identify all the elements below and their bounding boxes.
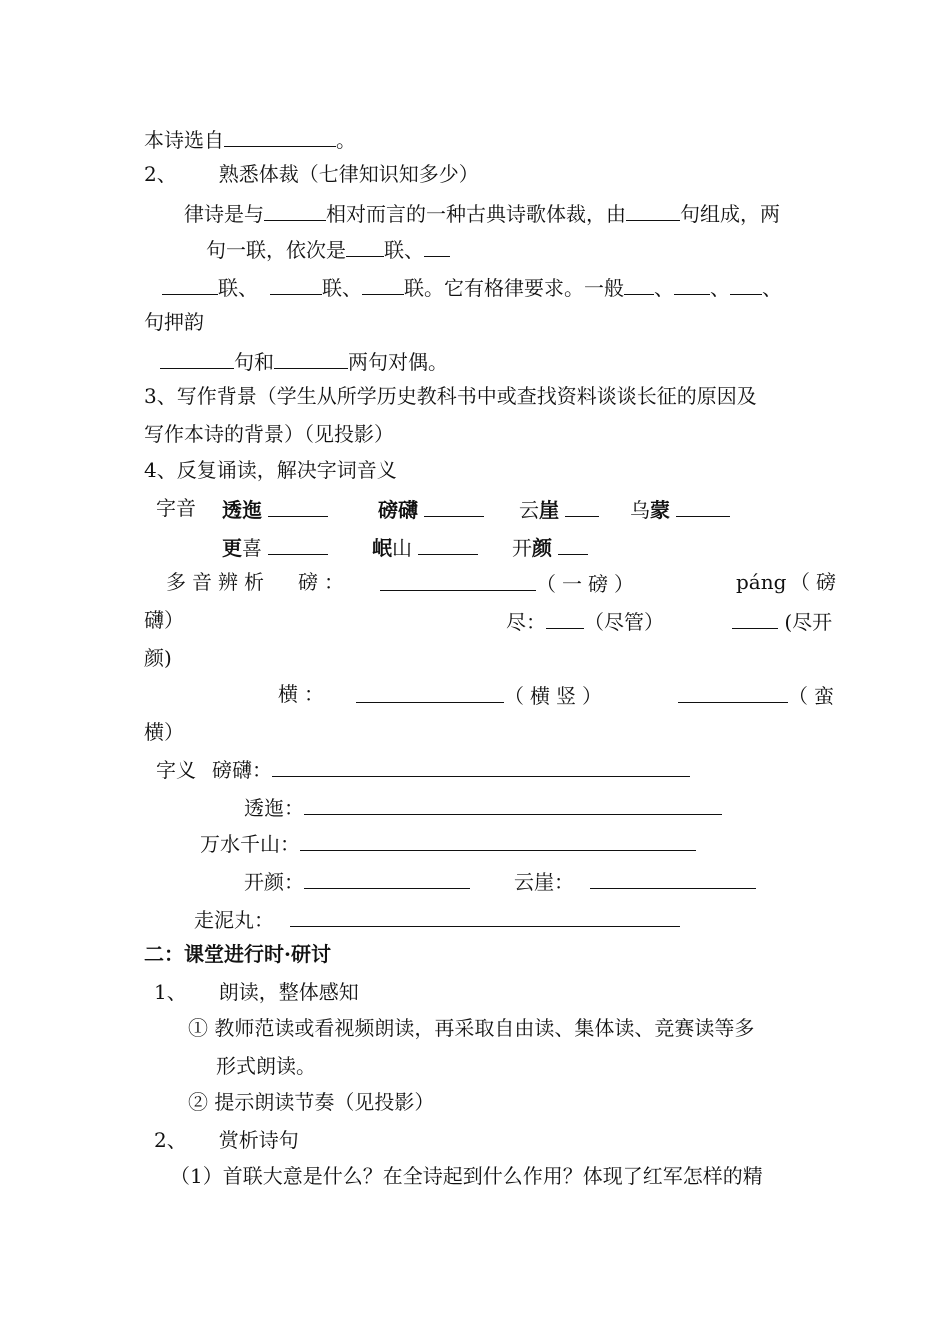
pron-item-2 xyxy=(378,494,484,522)
meaning-row-2 xyxy=(244,792,722,820)
blank-pron-6[interactable] xyxy=(418,532,478,555)
word: 开 xyxy=(512,536,532,560)
polyphone-manheng xyxy=(678,680,840,708)
blank-meaning-1[interactable] xyxy=(272,754,690,777)
text: ① 教师范读或看视频朗读，再采取自由读、集体读、竞赛读等多 xyxy=(188,1016,755,1040)
lvshi-line-3 xyxy=(162,272,782,300)
text: 写作本诗的背景）（见投影） xyxy=(144,422,394,446)
polyphone-bang-blank xyxy=(380,568,640,596)
text: 联、 xyxy=(322,276,362,300)
meaning-row-1 xyxy=(156,754,690,782)
blank-pron-1[interactable] xyxy=(268,494,328,517)
question-1 xyxy=(170,1162,763,1190)
blank-7[interactable] xyxy=(362,272,404,295)
text: ② 提示朗读节奏（见投影） xyxy=(188,1090,435,1114)
text: 透迤： xyxy=(244,796,304,820)
text: 1、 xyxy=(154,980,187,1004)
text: （尽管） xyxy=(584,610,664,634)
text: 赏析诗句 xyxy=(218,1128,299,1152)
blank-pron-5[interactable] xyxy=(268,532,328,555)
polyphone-pangbo-close xyxy=(144,606,184,634)
pron-item-3 xyxy=(519,494,599,522)
pronunciation-label xyxy=(156,494,196,522)
section-2-heading xyxy=(144,160,479,188)
blank-9[interactable] xyxy=(674,272,710,295)
part-2-title xyxy=(144,940,331,968)
blank-1[interactable] xyxy=(264,198,326,221)
lvshi-line-5 xyxy=(160,346,448,374)
meaning-row-6 xyxy=(194,904,680,932)
part-2-item-1-a-line-2 xyxy=(216,1052,316,1080)
text: （横竖） xyxy=(504,684,608,708)
meaning-row-5 xyxy=(514,866,756,894)
text: 3、写作背景（学生从所学历史教科书中或查找资料谈谈长征的原因及 xyxy=(144,384,757,408)
polyphone-heng xyxy=(278,680,330,708)
text: 横： xyxy=(278,682,330,706)
text: 、 xyxy=(654,276,674,300)
text: 、 xyxy=(762,276,782,300)
blank-bang-1[interactable] xyxy=(380,568,536,591)
polyphone-label xyxy=(166,568,270,596)
text: páng xyxy=(736,570,787,594)
text: （磅 xyxy=(790,570,842,594)
section-2-number: 2、 xyxy=(144,162,177,186)
word: 磅礴 xyxy=(378,498,418,522)
meaning-row-4 xyxy=(244,866,470,894)
text: 、 xyxy=(710,276,730,300)
part-2-item-1-b xyxy=(188,1088,434,1116)
polyphone-bang xyxy=(298,568,350,596)
section-4-heading xyxy=(144,456,397,484)
text: 联、 xyxy=(218,276,258,300)
text: 字义 xyxy=(156,758,196,782)
lvshi-line-2 xyxy=(206,234,450,262)
blank-jin-1[interactable] xyxy=(546,606,584,629)
blank-pron-3[interactable] xyxy=(565,494,599,517)
polyphone-jinkai-close xyxy=(144,644,172,672)
word: 崖 xyxy=(539,498,559,522)
word: 喜 xyxy=(242,536,262,560)
text: 磅： xyxy=(298,570,350,594)
polyphone-jinkai xyxy=(732,606,832,634)
text: 开颜： xyxy=(244,870,304,894)
source-line xyxy=(144,124,356,152)
text: 句一联，依次是 xyxy=(206,238,346,262)
text: 朗读，整体感知 xyxy=(218,980,359,1004)
word: 更 xyxy=(222,536,242,560)
blank-8[interactable] xyxy=(624,272,654,295)
text: 走泥丸： xyxy=(194,908,274,932)
text: 联、 xyxy=(384,238,424,262)
source-end: 。 xyxy=(336,128,356,152)
blank-pron-2[interactable] xyxy=(424,494,484,517)
blank-pron-4[interactable] xyxy=(676,494,730,517)
text: 磅礴： xyxy=(212,758,272,782)
blank-meaning-5[interactable] xyxy=(590,866,756,889)
pron-item-4 xyxy=(630,494,730,522)
text: 字音 xyxy=(156,496,196,520)
polyphone-pangbo-open xyxy=(790,568,842,596)
blank-12[interactable] xyxy=(274,346,348,369)
lvshi-line-1 xyxy=(184,198,780,226)
meaning-row-3 xyxy=(200,828,696,856)
blank-jin-2[interactable] xyxy=(732,606,778,629)
polyphone-pang xyxy=(736,568,786,596)
text: 句押韵 xyxy=(144,310,204,334)
blank-pron-7[interactable] xyxy=(558,532,588,555)
text: 二：课堂进行时·研讨 xyxy=(144,942,331,966)
text: 形式朗读。 xyxy=(216,1054,316,1078)
lvshi-line-4 xyxy=(144,308,204,336)
part-2-item-1-a-line-1 xyxy=(188,1014,754,1042)
text: 句组成，两 xyxy=(680,202,780,226)
word: 乌 xyxy=(630,498,650,522)
blank-source[interactable] xyxy=(224,124,336,147)
blank-11[interactable] xyxy=(160,346,234,369)
word: 云 xyxy=(519,498,539,522)
blank-10[interactable] xyxy=(730,272,762,295)
text: （1）首联大意是什么？在全诗起到什么作用？体现了红军怎样的精 xyxy=(170,1164,763,1188)
blank-meaning-2[interactable] xyxy=(304,792,722,815)
text: 相对而言的一种古典诗歌体裁，由 xyxy=(326,202,626,226)
word: 透迤 xyxy=(222,498,262,522)
section-3-line-1 xyxy=(144,382,757,410)
text: （一磅） xyxy=(536,572,640,596)
section-3-line-2 xyxy=(144,420,394,448)
pron-item-6 xyxy=(372,532,478,560)
blank-heng-1[interactable] xyxy=(356,680,504,703)
text: 尽： xyxy=(506,610,546,634)
word: 颜 xyxy=(532,536,552,560)
blank-6[interactable] xyxy=(270,272,322,295)
word: 山 xyxy=(392,536,412,560)
source-label: 本诗选自 xyxy=(144,128,224,152)
text: (尽开 xyxy=(784,610,833,634)
text: 4、反复诵读，解决字词音义 xyxy=(144,458,397,482)
part-2-item-1-heading xyxy=(154,978,359,1006)
text: （蛮 xyxy=(788,684,840,708)
text: 云崖： xyxy=(514,870,574,894)
word: 岷 xyxy=(372,536,392,560)
text: 律诗是与 xyxy=(184,202,264,226)
blank-2[interactable] xyxy=(626,198,680,221)
blank-meaning-4[interactable] xyxy=(304,866,470,889)
text: 颜) xyxy=(144,646,172,670)
word: 蒙 xyxy=(650,498,670,522)
section-2-title: 熟悉体裁（七律知识知多少） xyxy=(218,162,479,186)
polyphone-jin xyxy=(506,606,664,634)
text: 2、 xyxy=(154,1128,187,1152)
part-2-item-2-heading xyxy=(154,1126,299,1154)
polyphone-heng-blank xyxy=(356,680,608,708)
blank-heng-2[interactable] xyxy=(678,680,788,703)
blank-meaning-6[interactable] xyxy=(290,904,680,927)
text: 礴） xyxy=(144,608,184,632)
text: 万水千山： xyxy=(200,832,300,856)
pron-item-1 xyxy=(222,494,328,522)
text: 两句对偶。 xyxy=(348,350,448,374)
blank-3[interactable] xyxy=(346,234,384,257)
text: 多音辨析 xyxy=(166,570,270,594)
blank-4[interactable] xyxy=(424,234,450,257)
text: 联。它有格律要求。一般 xyxy=(404,276,624,300)
pron-item-7 xyxy=(512,532,588,560)
polyphone-manheng-close xyxy=(144,718,184,746)
text: 句和 xyxy=(234,350,274,374)
blank-meaning-3[interactable] xyxy=(300,828,696,851)
blank-5[interactable] xyxy=(162,272,218,295)
pron-item-5 xyxy=(222,532,328,560)
text: 横） xyxy=(144,720,184,744)
